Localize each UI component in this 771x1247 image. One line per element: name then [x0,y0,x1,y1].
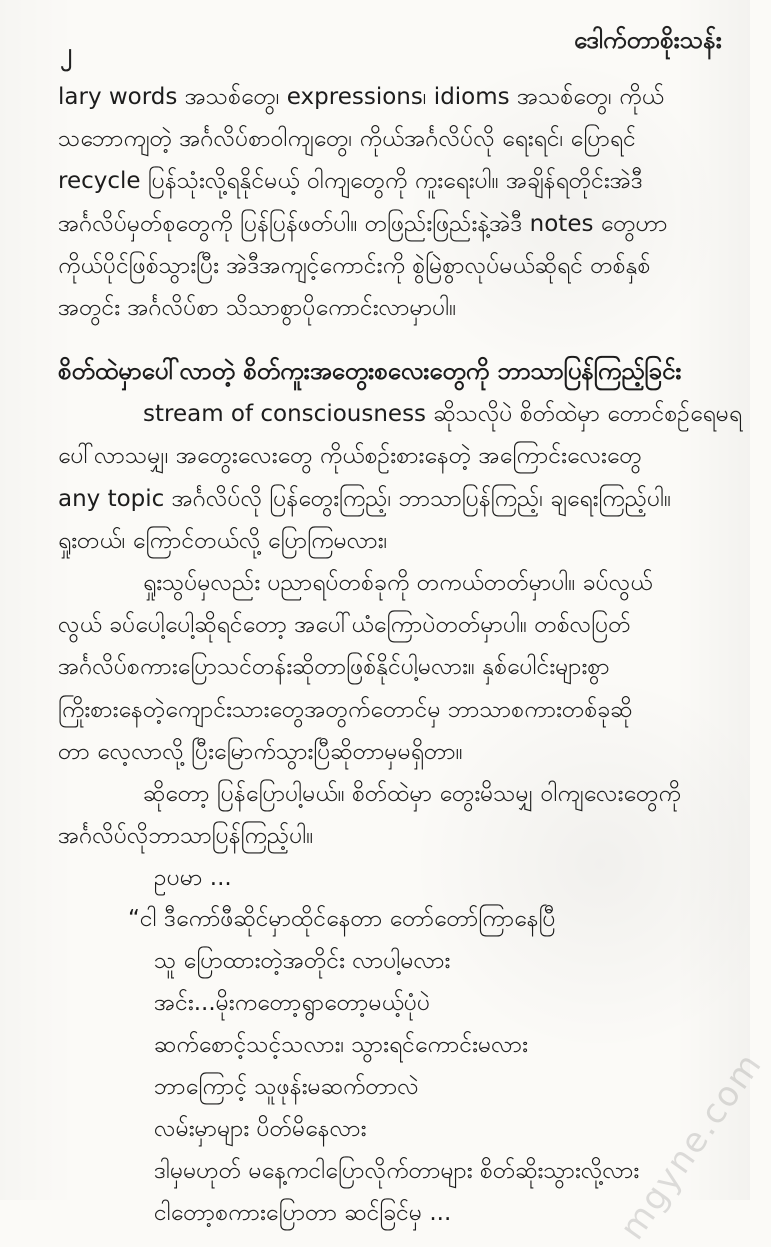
poem-line: သူ ပြောထားတဲ့အတိုင်း လာပါ့မလား [154,948,451,975]
text-line: အင်္ဂလိပ်စကားပြောသင်တန်းဆိုတာဖြစ်နိုင်ပါ့မလား။ နှစ်ပေါင်းများစွာ [58,654,610,681]
text-line: ပေါ်လာသမျှ၊ အတွေးလေးတွေ ကိုယ်စဉ်းစားနေတဲ့ အကြောင်းလေးတွေ [58,443,642,470]
section-heading: စိတ်ထဲမှာပေါ်လာတဲ့ စိတ်ကူးအတွေးစလေးတွေကို ဘာသာပြန်ကြည့်ခြင်း [58,357,682,386]
text-line: ရှုးသွပ်မှလည်း ပညာရပ်တစ်ခုကို တကယ်တတ်မှာပါ။ ခပ်လွယ် [143,570,653,597]
poem-line: “ငါ ဒီကော်ဖီဆိုင်မှာထိုင်နေတာ တော်တော်ကြာနေပြီ [128,906,556,933]
text-line: ကိုယ်ပိုင်ဖြစ်သွားပြီး အဲဒီအကျင့်ကောင်းကို စွဲမြဲစွာလုပ်မယ်ဆိုရင် တစ်နှစ် [58,252,651,279]
poem-line: ငါတော့စကားပြောတာ ဆင်ခြင်မှ ... [154,1200,452,1227]
book-title: ဒေါက်တာစိုးသန်း [574,26,722,54]
text-line: အတွင်း အင်္ဂလိပ်စာ သိသာစွာပိုကောင်းလာမှာပါ။ [58,295,457,322]
paragraph-1 [58,76,708,329]
watermark: mgyne.com [612,1045,771,1247]
poem-line: ဒါမှမဟုတ် မနေ့ကငါပြောလိုက်တာများ စိတ်ဆိုးသွားလို့လား [154,1158,640,1185]
text-line: any topic အင်္ဂလိပ်လို ပြန်တွေးကြည့်၊ ဘာသာပြန်ကြည့်၊ ချရေးကြည့်ပါ။ [58,485,672,512]
page-number: ၂ [60,38,72,66]
paragraph-2 [58,393,743,562]
example-label: ဥပမာ ... [154,865,232,892]
text-line: သဘောကျတဲ့ အင်္ဂလိပ်စာဝါကျတွေ၊ ကိုယ်အင်္ဂလိပ်လို ရေးရင်၊ ပြောရင် [58,126,636,153]
text-line: လွယ် ခပ်ပေါ့ပေါ့ဆိုရင်တော့ အပေါ်ယံကြောပဲတတ်မှာပါ။ တစ်လပြတ် [58,612,631,639]
text-line: ရှုးတယ်၊ ကြောင်တယ်လို့ ပြောကြမလား၊ [58,527,388,554]
poem-line: ဘာကြောင့် သူဖုန်းမဆက်တာလဲ [154,1074,419,1101]
paragraph-4 [58,773,708,857]
text-line: ဆိုတော့ ပြန်ပြောပါ့မယ်။ စိတ်ထဲမှာ တွေးမိသမျှ ဝါကျလေးတွေကို [143,781,681,808]
poem-line: လမ်းမှာများ ပိတ်မိနေလား [154,1116,367,1143]
text-line: တာ လေ့လာလို့ ပြီးမြောက်သွားပြီဆိုတာမှမရှိတာ။ [58,738,463,765]
paragraph-3 [58,562,708,773]
text-line: ကြိုးစားနေတဲ့ကျောင်းသားတွေအတွက်တောင်မှ ဘာသာစကားတစ်ခုဆို [58,696,633,723]
text-line: lary words အသစ်တွေ၊ expressions၊ idioms အသစ်တွေ၊ ကိုယ် [58,84,664,110]
poem-line: ဆက်စောင့်သင့်သလား၊ သွားရင်ကောင်းမလား [154,1032,528,1059]
text-line: အင်္ဂလိပ်မှတ်စုတွေကို ပြန်ပြန်ဖတ်ပါ။ တဖြည်းဖြည်းနဲ့အဲဒီ notes တွေဟာ [58,210,668,237]
page-content [58,76,743,1235]
poem-line: အင်း...မိုးကတော့ရွာတော့မယ့်ပုံပဲ [154,990,431,1017]
text-line: stream of consciousness ဆိုသလိုပဲ စိတ်ထဲမှာ တောင်စဉ်ရေမရ [143,401,743,428]
text-line: recycle ပြန်သုံးလို့ရနိုင်မယ့် ဝါကျတွေကို ကူးရေးပါ။ အချိန်ရတိုင်းအဲဒီ [58,168,643,195]
example-poem [58,899,708,1235]
text-line: အင်္ဂလိပ်လိုဘာသာပြန်ကြည့်ပါ။ [58,823,314,850]
